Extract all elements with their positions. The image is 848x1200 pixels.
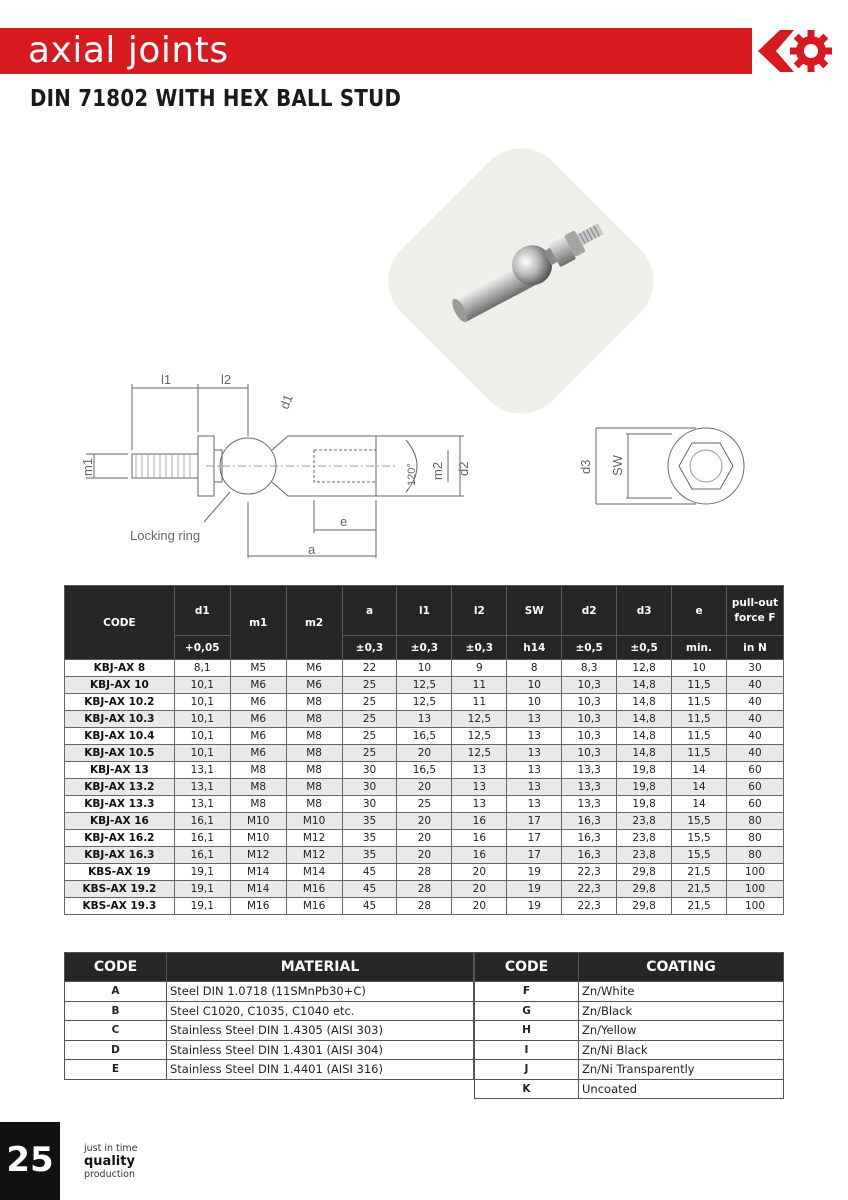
table-cell: H — [475, 1021, 579, 1041]
label-e: e — [340, 514, 348, 529]
col-header-d1: d1 — [174, 586, 230, 636]
spec-table-row — [65, 694, 784, 711]
table-cell: 45 — [342, 898, 397, 915]
table-cell: 29,8 — [617, 898, 672, 915]
table-cell: 13,3 — [562, 762, 617, 779]
table-cell: KBS-AX 19.2 — [65, 881, 175, 898]
table-cell: 20 — [452, 898, 507, 915]
coating-header-coating: COATING — [579, 953, 784, 982]
table-cell: KBJ-AX 13 — [65, 762, 175, 779]
table-cell: 13,3 — [562, 796, 617, 813]
label-d3: d3 — [578, 459, 593, 474]
table-cell: 10,3 — [562, 677, 617, 694]
table-cell: 40 — [726, 745, 783, 762]
table-cell: M6 — [230, 745, 286, 762]
table-cell: 100 — [726, 898, 783, 915]
table-cell: 11,5 — [672, 694, 727, 711]
spec-table-row — [65, 847, 784, 864]
table-cell: 21,5 — [672, 864, 727, 881]
table-cell: 13,1 — [174, 796, 230, 813]
table-cell: M6 — [286, 677, 342, 694]
table-cell: 25 — [342, 694, 397, 711]
table-cell: 16 — [452, 813, 507, 830]
table-cell: 22,3 — [562, 898, 617, 915]
table-cell: 15,5 — [672, 847, 727, 864]
table-cell: 30 — [726, 660, 783, 677]
tolerance-sw: h14 — [507, 636, 562, 660]
table-cell: 9 — [452, 660, 507, 677]
table-cell: 20 — [452, 881, 507, 898]
table-cell: 19,1 — [174, 898, 230, 915]
table-cell: KBJ-AX 16 — [65, 813, 175, 830]
table-cell: 40 — [726, 677, 783, 694]
table-cell: 40 — [726, 694, 783, 711]
table-cell: 13 — [507, 728, 562, 745]
col-header-m1: m1 — [230, 586, 286, 660]
tagline-line-3: production — [84, 1169, 136, 1180]
coating-table-row — [475, 1001, 784, 1021]
coating-table-row — [475, 1040, 784, 1060]
table-cell: 60 — [726, 796, 783, 813]
table-cell: M14 — [230, 864, 286, 881]
table-cell: 25 — [342, 745, 397, 762]
table-cell: KBS-AX 19.3 — [65, 898, 175, 915]
table-cell: 16 — [452, 830, 507, 847]
table-cell: A — [65, 982, 167, 1002]
table-cell: 10,1 — [174, 745, 230, 762]
table-cell: M5 — [230, 660, 286, 677]
coating-table-row — [475, 982, 784, 1002]
spec-table-row — [65, 745, 784, 762]
table-cell: KBJ-AX 10.5 — [65, 745, 175, 762]
table-cell: 28 — [397, 864, 452, 881]
table-cell: 17 — [507, 813, 562, 830]
table-cell: 17 — [507, 830, 562, 847]
table-cell: 14 — [672, 762, 727, 779]
tolerance-d2: ±0,5 — [562, 636, 617, 660]
col-header-d2: d2 — [562, 586, 617, 636]
table-cell: M8 — [230, 796, 286, 813]
table-cell: 11 — [452, 677, 507, 694]
table-cell: M8 — [286, 762, 342, 779]
table-cell: M8 — [230, 762, 286, 779]
table-cell: M6 — [230, 728, 286, 745]
tolerance-l2: ±0,3 — [452, 636, 507, 660]
table-cell: 8,1 — [174, 660, 230, 677]
col-header-code: CODE — [65, 586, 175, 660]
col-header-d3: d3 — [617, 586, 672, 636]
coating-table-row — [475, 1021, 784, 1041]
table-cell: 13 — [507, 796, 562, 813]
table-cell: 13 — [452, 779, 507, 796]
material-table-row — [65, 1001, 474, 1021]
table-cell: 10,3 — [562, 711, 617, 728]
table-cell: 80 — [726, 813, 783, 830]
table-cell: 25 — [342, 677, 397, 694]
table-cell: 22,3 — [562, 881, 617, 898]
table-cell: KBJ-AX 10 — [65, 677, 175, 694]
table-cell: 19,1 — [174, 864, 230, 881]
table-cell: KBJ-AX 13.2 — [65, 779, 175, 796]
table-cell: 30 — [342, 796, 397, 813]
table-cell: 30 — [342, 779, 397, 796]
spec-table-row — [65, 898, 784, 915]
table-cell: Uncoated — [579, 1079, 784, 1099]
table-cell: 12,5 — [397, 694, 452, 711]
tolerance-e: min. — [672, 636, 727, 660]
table-cell: M8 — [286, 745, 342, 762]
table-cell: 13 — [452, 796, 507, 813]
table-cell: M8 — [230, 779, 286, 796]
table-cell: KBJ-AX 16.2 — [65, 830, 175, 847]
table-cell: 20 — [397, 813, 452, 830]
table-cell: 10,1 — [174, 728, 230, 745]
table-cell: 11,5 — [672, 677, 727, 694]
table-cell: Stainless Steel DIN 1.4301 (AISI 304) — [167, 1040, 474, 1060]
technical-drawing — [76, 368, 776, 574]
table-cell: 15,5 — [672, 830, 727, 847]
table-cell: KBJ-AX 10.3 — [65, 711, 175, 728]
table-cell: 13 — [397, 711, 452, 728]
label-l1: l1 — [161, 372, 172, 387]
table-cell: 13 — [507, 745, 562, 762]
table-cell: 80 — [726, 847, 783, 864]
table-cell: Steel DIN 1.0718 (11SMnPb30+C) — [167, 982, 474, 1002]
tagline-line-2: quality — [84, 1154, 135, 1169]
table-cell: M6 — [230, 677, 286, 694]
table-cell: 25 — [342, 711, 397, 728]
table-cell: 12,5 — [397, 677, 452, 694]
table-cell: 14 — [672, 796, 727, 813]
spec-table-row — [65, 728, 784, 745]
table-cell: 10,1 — [174, 677, 230, 694]
page-number: 25 — [6, 1140, 54, 1180]
table-cell: 19 — [507, 864, 562, 881]
table-cell: Steel C1020, C1035, C1040 etc. — [167, 1001, 474, 1021]
table-cell: 20 — [397, 779, 452, 796]
table-cell: 19 — [507, 881, 562, 898]
table-cell: 17 — [507, 847, 562, 864]
table-cell: 100 — [726, 864, 783, 881]
specification-table-body — [65, 660, 784, 915]
table-cell: KBJ-AX 8 — [65, 660, 175, 677]
table-cell: 22,3 — [562, 864, 617, 881]
table-cell: 14 — [672, 779, 727, 796]
table-cell: E — [65, 1060, 167, 1080]
product-subtitle: DIN 71802 WITH HEX BALL STUD — [30, 86, 402, 112]
table-cell: 29,8 — [617, 864, 672, 881]
col-header-force: pull-out force F — [726, 586, 783, 636]
table-cell: 35 — [342, 847, 397, 864]
coating-table-body — [475, 982, 784, 1099]
table-cell: 10 — [507, 694, 562, 711]
table-cell: 11 — [452, 694, 507, 711]
table-cell: 22 — [342, 660, 397, 677]
table-cell: J — [475, 1060, 579, 1080]
table-cell: M10 — [230, 830, 286, 847]
spec-table-row — [65, 830, 784, 847]
table-cell: 10,3 — [562, 745, 617, 762]
table-cell: I — [475, 1040, 579, 1060]
coating-table — [474, 952, 784, 1099]
table-cell: 16,3 — [562, 830, 617, 847]
label-a: a — [308, 542, 316, 557]
table-cell: 16,1 — [174, 830, 230, 847]
table-cell: Stainless Steel DIN 1.4401 (AISI 316) — [167, 1060, 474, 1080]
table-cell: M10 — [230, 813, 286, 830]
table-cell: Stainless Steel DIN 1.4305 (AISI 303) — [167, 1021, 474, 1041]
label-sw: SW — [610, 455, 625, 476]
table-cell: 13,1 — [174, 762, 230, 779]
table-cell: 11,5 — [672, 728, 727, 745]
table-cell: 10,1 — [174, 711, 230, 728]
table-cell: 20 — [452, 864, 507, 881]
brand-logo-icon — [754, 24, 834, 78]
table-cell: 14,8 — [617, 728, 672, 745]
table-cell: 13 — [507, 711, 562, 728]
table-cell: 10 — [397, 660, 452, 677]
table-cell: C — [65, 1021, 167, 1041]
spec-table-row — [65, 711, 784, 728]
coating-header-code: CODE — [475, 953, 579, 982]
table-cell: 13 — [507, 779, 562, 796]
table-cell: M16 — [286, 898, 342, 915]
table-cell: 20 — [397, 745, 452, 762]
spec-table-row — [65, 660, 784, 677]
table-cell: 14,8 — [617, 711, 672, 728]
specification-table — [64, 585, 784, 915]
label-l2: l2 — [221, 372, 232, 387]
table-cell: M6 — [286, 660, 342, 677]
table-cell: Zn/Ni Transparently — [579, 1060, 784, 1080]
table-cell: 10,3 — [562, 694, 617, 711]
spec-table-row — [65, 677, 784, 694]
table-cell: 14,8 — [617, 694, 672, 711]
table-cell: 13,3 — [562, 779, 617, 796]
table-cell: B — [65, 1001, 167, 1021]
table-cell: 12,5 — [452, 711, 507, 728]
table-cell: KBS-AX 19 — [65, 864, 175, 881]
spec-table-row — [65, 762, 784, 779]
table-cell: 8 — [507, 660, 562, 677]
table-cell: 13 — [507, 762, 562, 779]
table-cell: 19 — [507, 898, 562, 915]
table-cell: K — [475, 1079, 579, 1099]
label-locking-ring: Locking ring — [130, 528, 201, 543]
table-cell: 10,1 — [174, 694, 230, 711]
table-cell: M12 — [230, 847, 286, 864]
table-cell: 19,8 — [617, 796, 672, 813]
tolerance-a: ±0,3 — [342, 636, 397, 660]
table-cell: 21,5 — [672, 881, 727, 898]
table-cell: 19,8 — [617, 779, 672, 796]
table-cell: 14,8 — [617, 677, 672, 694]
coating-table-row — [475, 1060, 784, 1080]
table-cell: M8 — [286, 728, 342, 745]
table-cell: 19,1 — [174, 881, 230, 898]
table-cell: KBJ-AX 10.2 — [65, 694, 175, 711]
table-cell: Zn/White — [579, 982, 784, 1002]
table-cell: 16,5 — [397, 728, 452, 745]
table-cell: 30 — [342, 762, 397, 779]
table-cell: 15,5 — [672, 813, 727, 830]
table-cell: M8 — [286, 779, 342, 796]
table-cell: 20 — [397, 847, 452, 864]
table-cell: 45 — [342, 864, 397, 881]
table-cell: F — [475, 982, 579, 1002]
table-cell: D — [65, 1040, 167, 1060]
table-cell: KBJ-AX 16.3 — [65, 847, 175, 864]
table-cell: M16 — [230, 898, 286, 915]
table-cell: 20 — [397, 830, 452, 847]
table-cell: 23,8 — [617, 847, 672, 864]
table-cell: M16 — [286, 881, 342, 898]
table-cell: 60 — [726, 779, 783, 796]
table-cell: 10 — [507, 677, 562, 694]
table-cell: KBJ-AX 10.4 — [65, 728, 175, 745]
tolerance-force: in N — [726, 636, 783, 660]
col-header-l1: l1 — [397, 586, 452, 636]
table-cell: 23,8 — [617, 830, 672, 847]
table-cell: 11,5 — [672, 711, 727, 728]
table-cell: 80 — [726, 830, 783, 847]
table-cell: 100 — [726, 881, 783, 898]
table-cell: M12 — [286, 847, 342, 864]
table-cell: M10 — [286, 813, 342, 830]
material-header-code: CODE — [65, 953, 167, 982]
table-cell: M6 — [230, 694, 286, 711]
table-cell: G — [475, 1001, 579, 1021]
table-cell: 28 — [397, 898, 452, 915]
tolerance-d1: +0,05 — [174, 636, 230, 660]
label-angle: 120° — [406, 463, 418, 486]
table-cell: 23,8 — [617, 813, 672, 830]
table-cell: 29,8 — [617, 881, 672, 898]
table-cell: 45 — [342, 881, 397, 898]
spec-table-row — [65, 796, 784, 813]
tolerance-d3: ±0,5 — [617, 636, 672, 660]
table-cell: Zn/Ni Black — [579, 1040, 784, 1060]
table-cell: 14,8 — [617, 745, 672, 762]
table-cell: 21,5 — [672, 898, 727, 915]
table-cell: 16,5 — [397, 762, 452, 779]
label-m1: m1 — [80, 457, 95, 476]
material-table-row — [65, 1060, 474, 1080]
material-table-body — [65, 982, 474, 1080]
table-cell: M12 — [286, 830, 342, 847]
table-cell: 16,3 — [562, 847, 617, 864]
material-table-row — [65, 1040, 474, 1060]
table-cell: 13,1 — [174, 779, 230, 796]
table-cell: 12,5 — [452, 728, 507, 745]
table-cell: M6 — [230, 711, 286, 728]
spec-table-row — [65, 864, 784, 881]
table-cell: KBJ-AX 13.3 — [65, 796, 175, 813]
col-header-a: a — [342, 586, 397, 636]
material-table-row — [65, 982, 474, 1002]
table-cell: 11,5 — [672, 745, 727, 762]
table-cell: M8 — [286, 711, 342, 728]
table-cell: 12,5 — [452, 745, 507, 762]
table-cell: 35 — [342, 813, 397, 830]
tolerance-l1: ±0,3 — [397, 636, 452, 660]
table-cell: 19,8 — [617, 762, 672, 779]
material-header-material: MATERIAL — [167, 953, 474, 982]
table-cell: M14 — [230, 881, 286, 898]
spec-table-row — [65, 813, 784, 830]
table-cell: 16 — [452, 847, 507, 864]
coating-table-row — [475, 1079, 784, 1099]
table-cell: 13 — [452, 762, 507, 779]
label-d2: d2 — [456, 461, 471, 476]
material-table — [64, 952, 474, 1080]
table-cell: 12,8 — [617, 660, 672, 677]
table-cell: 8,3 — [562, 660, 617, 677]
col-header-sw: SW — [507, 586, 562, 636]
table-cell: Zn/Black — [579, 1001, 784, 1021]
table-cell: 10,3 — [562, 728, 617, 745]
table-cell: 25 — [397, 796, 452, 813]
table-cell: 10 — [672, 660, 727, 677]
table-cell: 16,1 — [174, 813, 230, 830]
label-d1: d1 — [276, 392, 296, 412]
spec-table-row — [65, 779, 784, 796]
table-cell: 40 — [726, 711, 783, 728]
table-cell: 16,1 — [174, 847, 230, 864]
table-cell: 35 — [342, 830, 397, 847]
table-cell: Zn/Yellow — [579, 1021, 784, 1041]
col-header-e: e — [672, 586, 727, 636]
table-cell: 40 — [726, 728, 783, 745]
material-table-row — [65, 1021, 474, 1041]
col-header-l2: l2 — [452, 586, 507, 636]
col-header-m2: m2 — [286, 586, 342, 660]
table-cell: M8 — [286, 796, 342, 813]
table-cell: M8 — [286, 694, 342, 711]
table-cell: 60 — [726, 762, 783, 779]
spec-table-row — [65, 881, 784, 898]
table-cell: 25 — [342, 728, 397, 745]
page-title: axial joints — [28, 30, 229, 71]
tagline-line-1: just in time — [84, 1143, 138, 1154]
label-m2: m2 — [430, 461, 445, 480]
table-cell: 16,3 — [562, 813, 617, 830]
table-cell: M14 — [286, 864, 342, 881]
table-cell: 28 — [397, 881, 452, 898]
